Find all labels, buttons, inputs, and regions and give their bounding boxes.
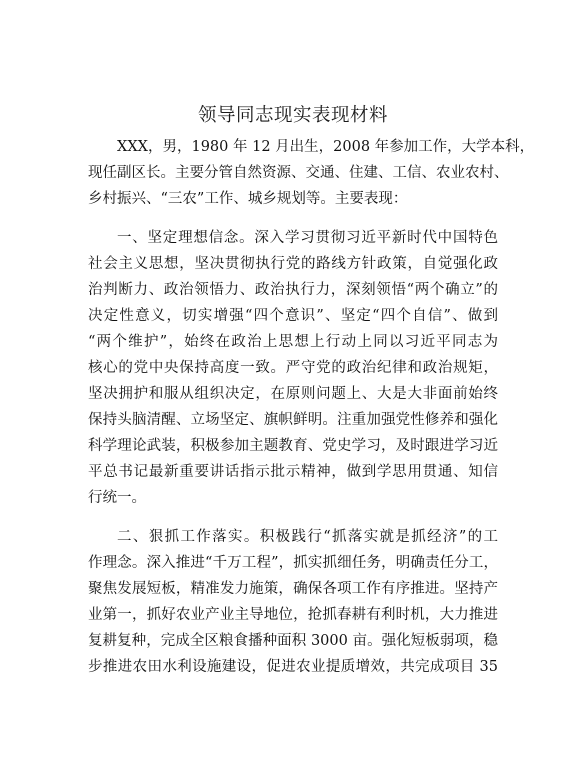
paragraph-line: 保持头脑清醒、立场坚定、旗帜鲜明。注重加强党性修养和强化 [88,412,498,428]
paragraph-line: XXX，男，1980 年 12 月出生，2008 年参加工作，大学本科， [117,139,535,155]
paragraph-line: 治判断力、政治领悟力、政治执行力，深刻领悟“两个确立”的 [88,282,498,298]
paragraph-line: 一、坚定理想信念。深入学习贯彻习近平新时代中国特色 [117,230,498,246]
paragraph-line: 行统一。 [88,490,146,506]
document-title: 领导同志现实表现材料 [197,105,388,126]
paragraph-line: 坚决拥护和服从组织决定，在原则问题上、大是大非面前始终 [88,386,498,402]
paragraph-line: 社会主义思想，坚决贯彻执行党的路线方针政策，自觉强化政 [88,256,498,272]
paragraph-intro [88,134,535,212]
paragraph-line: 乡村振兴、“三农”工作、城乡规划等。主要表现： [88,191,408,207]
paragraph-line: “两个维护”，始终在政治上思想上行动上同以习近平同志为 [88,334,498,350]
paragraph-line: 复耕复种，完成全区粮食播种面积 3000 亩。强化短板弱项，稳 [88,633,498,649]
paragraph-line: 核心的党中央保持高度一致。严守党的政治纪律和政治规矩， [88,360,498,376]
paragraph-line: 作理念。深入推进“千万工程”，抓实抓细任务，明确责任分工， [88,555,498,571]
paragraph-line: 科学理论武装，积极参加主题教育、党史学习，及时跟进学习近 [88,438,498,454]
paragraph-line: 决定性意义，切实增强“四个意识”、坚定“四个自信”、做到 [88,308,498,324]
paragraph-section-2 [88,524,498,680]
paragraph-line: 现任副区长。主要分管自然资源、交通、住建、工信、农业农村、 [88,165,509,181]
paragraph-spacer [88,511,498,524]
paragraph-line: 业第一，抓好农业产业主导地位，抢抓春耕有利时机，大力推进 [88,607,498,623]
paragraph-line: 平总书记最新重要讲话指示批示精神，做到学思用贯通、知信 [88,464,498,480]
document-body [88,134,535,680]
paragraph-line: 聚焦发展短板，精准发力施策，确保各项工作有序推进。坚持产 [88,581,498,597]
paragraph-line: 二、狠抓工作落实。积极践行“抓落实就是抓经济”的工 [117,529,498,545]
paragraph-line: 步推进农田水利设施建设，促进农业提质增效，共完成项目 35 [88,659,498,675]
paragraph-spacer [88,212,498,225]
paragraph-section-1 [88,225,498,511]
